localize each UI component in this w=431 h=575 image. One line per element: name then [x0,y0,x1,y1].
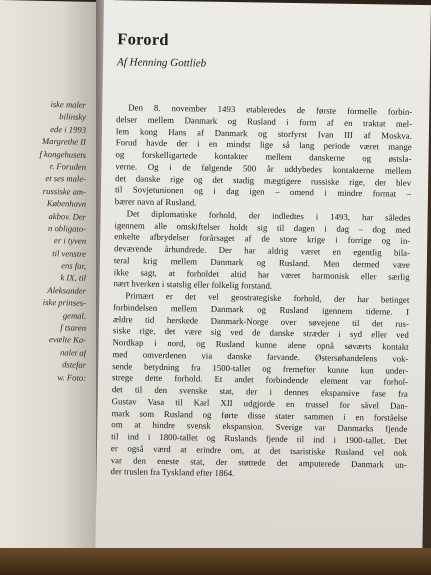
author-byline: Af Henning Gottlieb [116,56,207,70]
right-page [95,0,431,557]
text-line: om at hindre svensk ekspansion. Sverige var Danmarks fjende [111,419,408,435]
text-line: Det diplomatiske forhold, der indledtes i 1493, har således [126,208,411,223]
text-line: sende betydning fra 1500-tallet og fremefter kunne kun under- [112,360,409,376]
text-line: Nordkap i nord, og Rusland kunne alene opnå søværts kontakt [112,337,409,352]
text-line: ikke sagt, at forholdet altid har været harmonisk eller særlig [113,266,410,282]
text-line: til Sovjetunionen og i dag igen – omend i mindre format – [114,184,412,200]
body-text [110,102,412,483]
text-line: Primært er det vel geostrategiske forhold, der har betinget [125,290,410,305]
caption-line: nalet af [59,347,86,358]
page-title: Forord [117,29,169,50]
text-line: siske rige, det være sig ved de danske stræder i syd eller ved [112,325,409,341]
caption-line: ens far, [61,260,86,271]
left-page [0,0,104,562]
text-line: det danske rige og det stadig mægtigere russiske rige, der blev [115,172,412,188]
caption-line: Margrethe II [42,136,86,147]
caption-line: bilinsky [59,111,86,123]
caption-line: iske maler [50,99,86,110]
caption-line: evælte Ka- [49,334,86,346]
caption-line: f kongehusets [39,148,86,160]
text-line: forbindelsen mellem Danmark og Rusland igennem tiderne. I [113,301,410,317]
caption-line: et ses male- [45,173,86,185]
caption-line: akbov. Der [48,210,86,222]
text-line: verne. Og i de følgende 500 år uddybedes kontakterne mellem [115,160,412,176]
text-line: ældre tid herskede Danmark-Norge over søvejene til det rus- [112,313,410,329]
left-page-caption [6,97,86,384]
text-line: lem kong Hans af Danmark og storfyrst Ivan III af Moskva. [115,125,412,141]
caption-line: gemal. [62,309,86,321]
caption-line: k IX, til [60,272,86,284]
caption-line: til venstre [52,247,86,259]
text-line: igennem alle omskiftelser holdt sig til dagen i dag – dog med [114,219,411,235]
caption-line: København [46,198,86,209]
caption-line: iske prinses- [42,297,86,309]
text-line: er også værd at erindre om, at det tsaristiske Rusland vel nok [110,442,408,458]
text-line: til ind i 1800-tallet og Ruslands fjende til ind i 1900-tallet. Det [111,431,408,446]
caption-line: Aleksander [47,284,86,296]
caption-line: w. Foto: [57,371,86,383]
text-line: delser mellem Danmark og Rusland i form af en traktat mel- [116,113,413,129]
caption-line: r. Foruden [49,160,86,172]
caption-line: n obligato- [48,222,86,234]
table-surface [0,548,431,575]
caption-line: dstefar [62,359,86,371]
text-line: bærer navn af Rusland. [114,196,197,208]
text-line: mark som Rusland og førte disse stater sammen i en forståelse [111,407,408,423]
caption-line: ede i 1993 [50,123,86,135]
caption-line: f tsaren [60,322,86,333]
text-line: der truslen fra Tyskland efter 1864. [110,466,235,479]
text-line: var den eneste stat, der støttede det amputerede Danmark un- [110,454,407,470]
text-line: strege dette forhold. Et andet forbindende element var forhol- [111,372,409,388]
text-line: med omverdenen via danske farvande. Østersøhandelens vok- [112,348,409,364]
text-line: det til den svenske stat, der i dennes ekspansive fase fra [111,384,408,399]
text-line: nært hverken i statslig eller folkelig forstand. [113,278,273,291]
text-line: deværende århundrede. Der har aldrig været en egentlig bila- [114,243,411,258]
page-content [110,30,413,483]
text-line: Forud havde der i en mindst lige så lang periode været mange [115,137,412,153]
text-line: Den 8. november 1493 etableredes de første formelle forbin- [128,102,413,117]
text-line: Gustav Vasa til Karl XII udgjorde en trussel for såvel Dan- [111,395,408,411]
text-line: enkelte afbrydelser forårsaget af de store krige i forrige og in- [114,231,411,247]
caption-line: er i tyven [54,235,86,247]
text-line: og forskelligartede kontakter mellem danskerne og østsla- [115,149,412,164]
caption-line: russiske am- [42,185,86,197]
text-line: teral krig mellem Danmark og Rusland. Men dermed være [113,254,410,270]
